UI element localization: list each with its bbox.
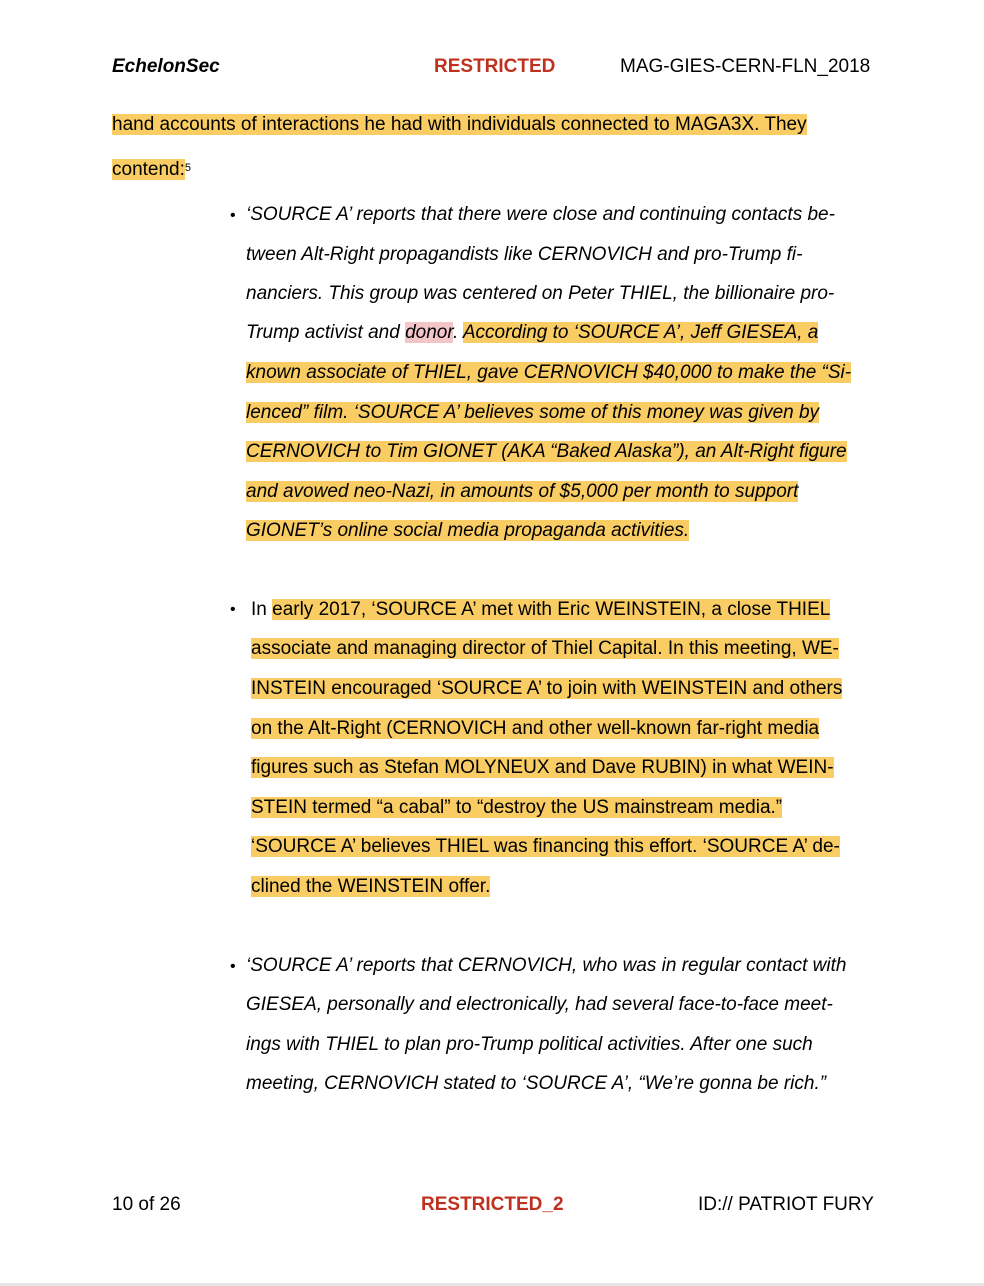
highlighted-text: clined the WEINSTEIN offer. [251, 876, 491, 897]
bullet-3-line: ‘SOURCE A’ reports that CERNOVICH, who was in regular contact with [246, 955, 847, 976]
footer-id: ID:// PATRIOT FURY [698, 1194, 874, 1215]
bullet-2-line [251, 597, 830, 623]
intro-line-1-text: hand accounts of interactions he had with individuals connected to MAGA3X. They [112, 114, 807, 135]
highlighted-text: early 2017, ‘SOURCE A’ met with Eric WEINSTEIN, a close THIEL [272, 599, 831, 620]
highlighted-text: on the Alt-Right (CERNOVICH and other well-known far-right media [251, 718, 820, 739]
header-document-id: MAG-GIES-CERN-FLN_2018 [620, 56, 871, 77]
intro-line-2-text: contend: [112, 159, 185, 180]
highlighted-text: known associate of THIEL, gave CERNOVICH $40,000 to make the “Si- [246, 362, 852, 383]
highlighted-text: According to ‘SOURCE A’, Jeff GIESEA, a [462, 322, 819, 343]
bullet-3-line: ings with THIEL to plan pro-Trump political activities. After one such [246, 1034, 813, 1055]
header-org-name: EchelonSec [112, 56, 220, 77]
bullet-2-line [251, 716, 819, 742]
bullet-2-marker: • [230, 601, 236, 618]
bullet-1-line [246, 320, 818, 346]
highlighted-text: GIONET’s online social media propaganda activities. [246, 520, 690, 541]
highlighted-text: INSTEIN encouraged ‘SOURCE A’ to join with WEINSTEIN and others [251, 678, 843, 699]
highlighted-text: lenced” film. ‘SOURCE A’ believes some of this money was given by [246, 402, 820, 423]
bullet-2-text: In [251, 599, 273, 620]
intro-line-2 [112, 157, 191, 183]
bullet-1-text: . [452, 322, 463, 343]
bullet-1-text: Trump activist and [246, 322, 406, 343]
highlighted-text: figures such as Stefan MOLYNEUX and Dave RUBIN) in what WEIN- [251, 757, 834, 778]
bullet-1-line [246, 518, 689, 544]
bullet-2-line [251, 874, 490, 900]
highlighted-text: ‘SOURCE A’ believes THIEL was financing this effort. ‘SOURCE A’ de- [251, 836, 840, 857]
bullet-2-line [251, 795, 782, 821]
bullet-1-line [246, 479, 798, 505]
bullet-2-line [251, 636, 839, 662]
highlighted-text: associate and managing director of Thiel Capital. In this meeting, WE- [251, 638, 839, 659]
header-classification: RESTRICTED [434, 56, 556, 77]
intro-line-1 [112, 112, 807, 138]
highlight-pink-donor: donor [405, 322, 453, 343]
highlighted-text: CERNOVICH to Tim GIONET (AKA “Baked Alaska”), an Alt-Right figure [246, 441, 847, 462]
bullet-3-marker: • [230, 958, 236, 975]
footer-classification: RESTRICTED_2 [421, 1194, 564, 1215]
footer-page-number: 10 of 26 [112, 1194, 181, 1215]
bullet-2-line [251, 676, 842, 702]
bullet-1-line [246, 439, 847, 465]
bullet-1-line [246, 360, 851, 386]
footnote-marker[interactable]: 5 [184, 162, 192, 174]
bullet-1-line: tween Alt-Right propagandists like CERNOVICH and pro-Trump fi- [246, 244, 803, 265]
bullet-2-line [251, 755, 834, 781]
bullet-2-line [251, 834, 840, 860]
bullet-1-line: nanciers. This group was centered on Peter THIEL, the billionaire pro- [246, 283, 835, 304]
highlighted-text: and avowed neo-Nazi, in amounts of $5,000 per month to support [246, 481, 799, 502]
bullet-3-line: GIESEA, personally and electronically, had several face-to-face meet- [246, 994, 833, 1015]
bullet-3-line: meeting, CERNOVICH stated to ‘SOURCE A’, “We’re gonna be rich.” [246, 1073, 827, 1094]
bullet-1-marker: • [230, 207, 236, 224]
bullet-1-line: ‘SOURCE A’ reports that there were close and continuing contacts be- [246, 204, 835, 225]
bullet-1-line [246, 400, 819, 426]
highlighted-text: STEIN termed “a cabal” to “destroy the US mainstream media.” [251, 797, 783, 818]
